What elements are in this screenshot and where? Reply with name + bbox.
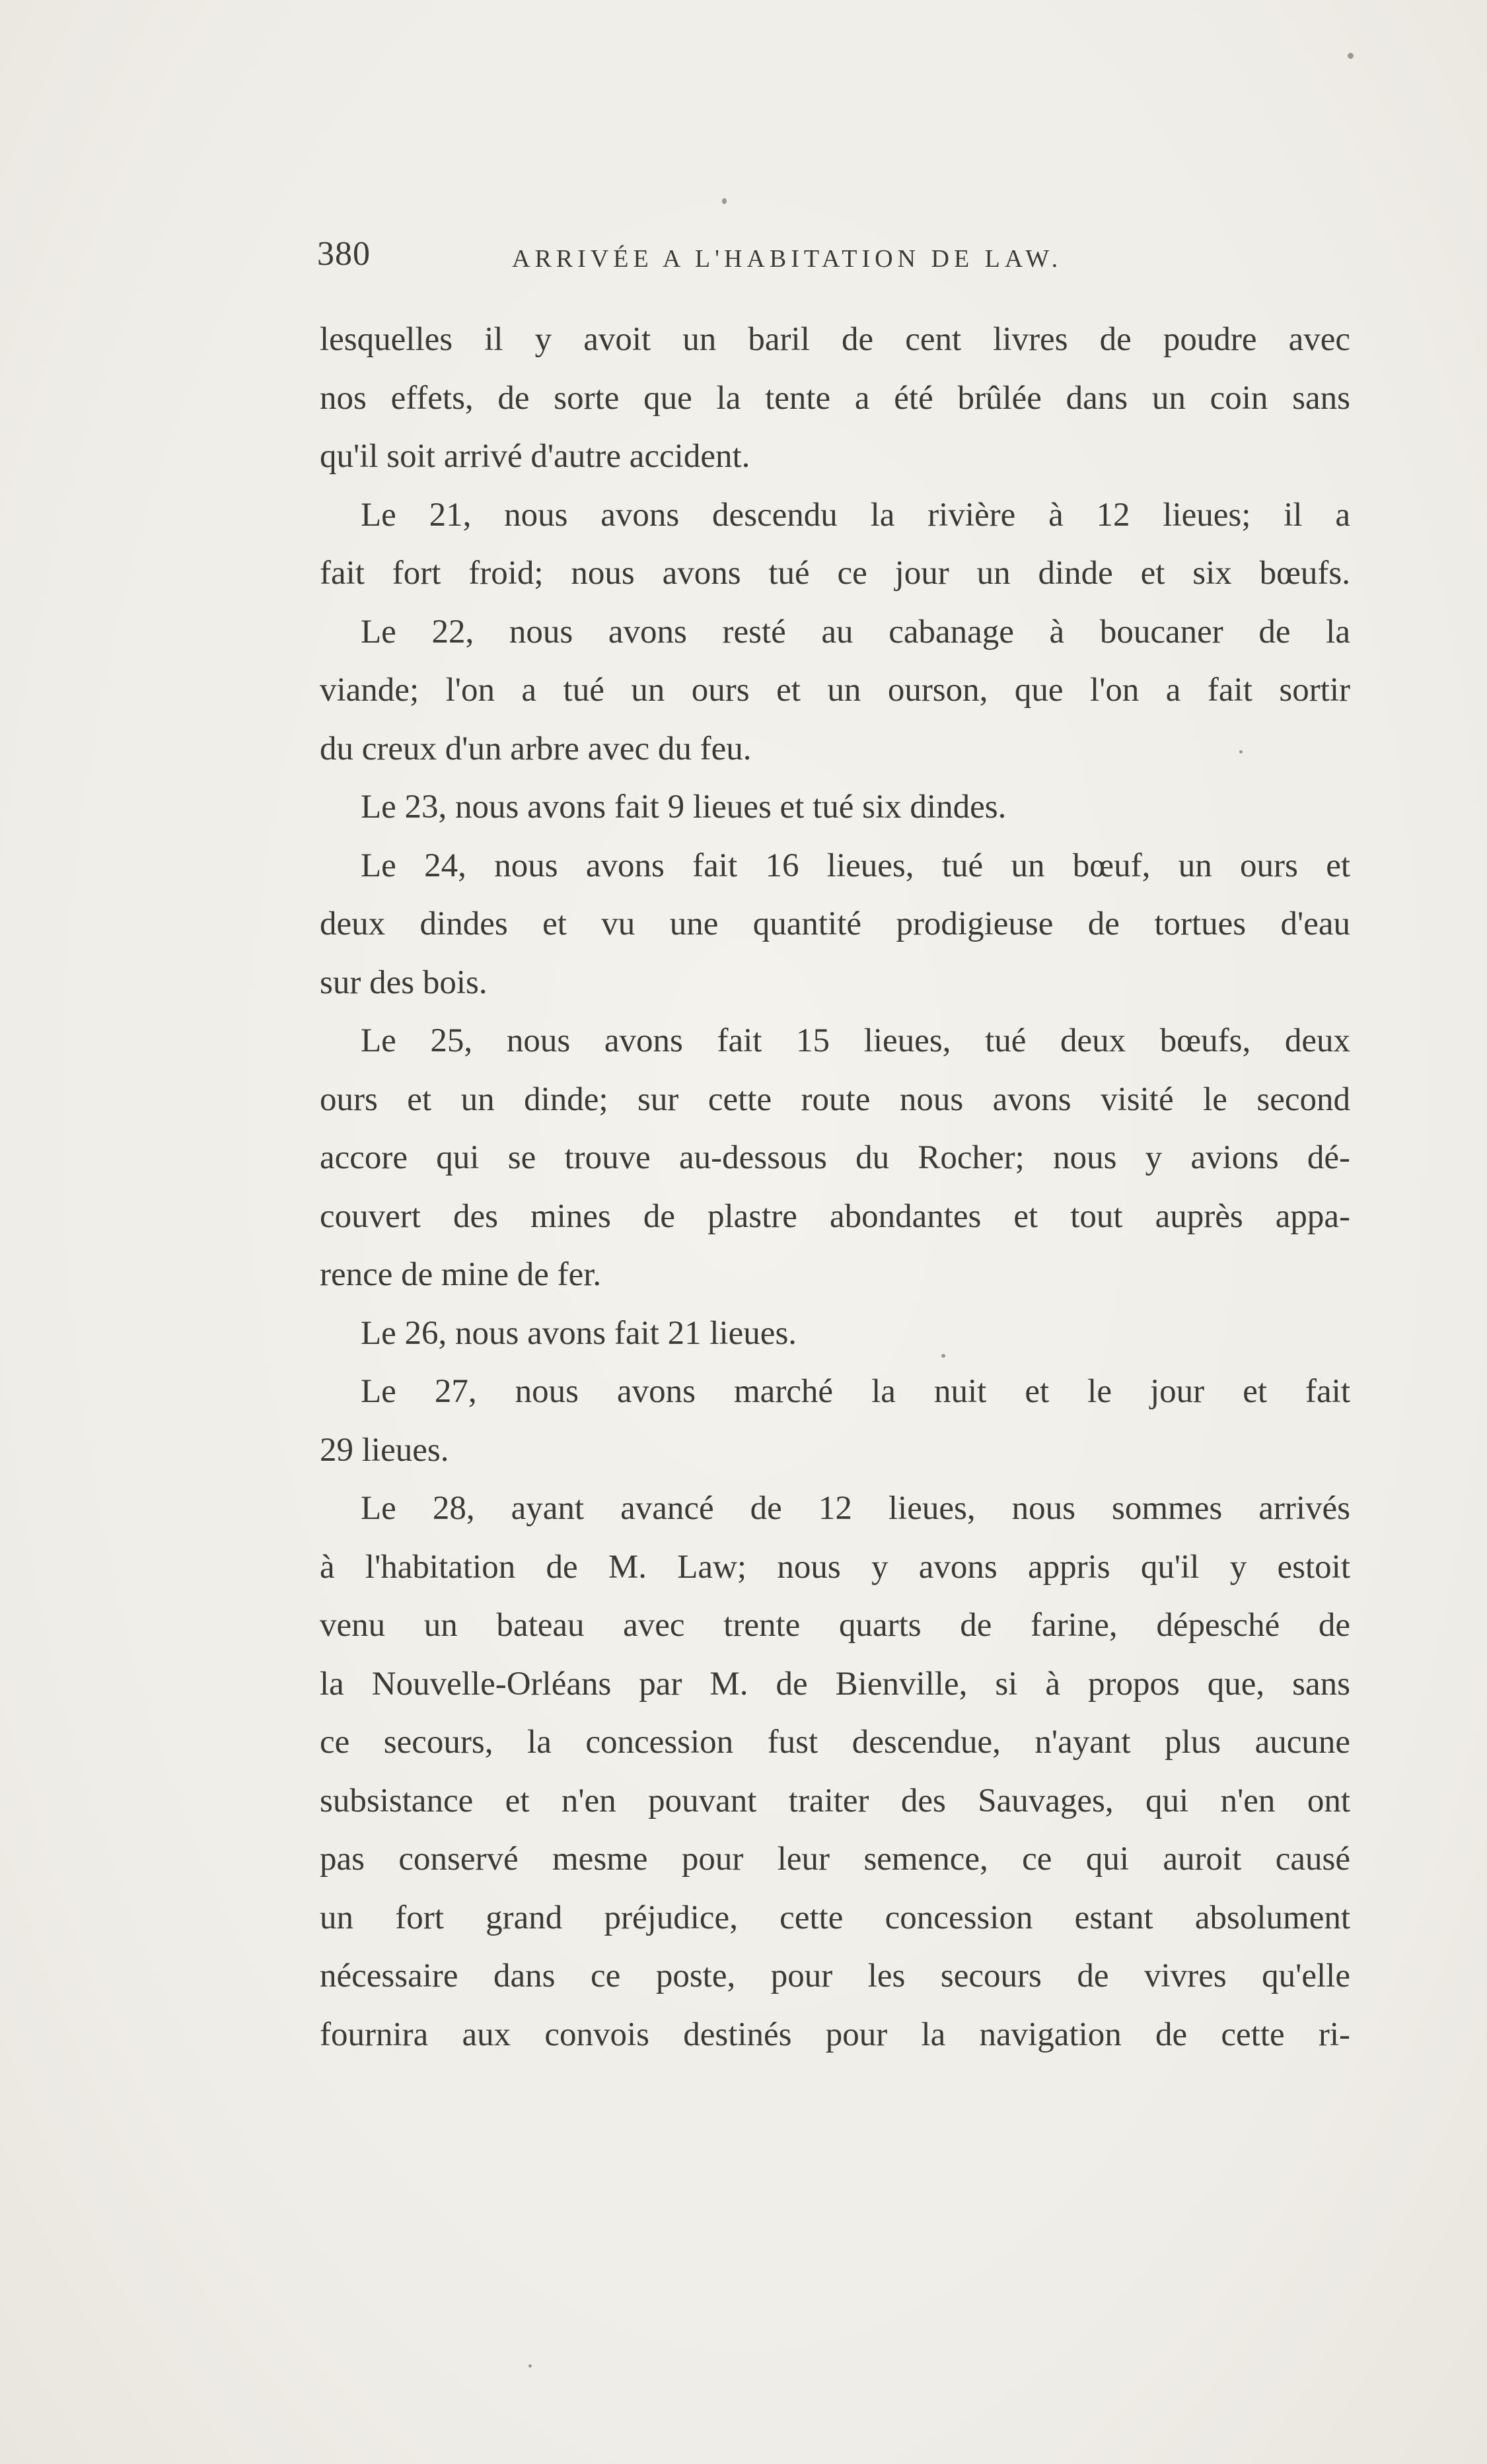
- text-line: Le 24, nous avons fait 16 lieues, tué un bœuf, un ours et: [361, 847, 1350, 884]
- text-line: Le 27, nous avons marché la nuit et le jour et fait: [361, 1373, 1350, 1410]
- text-line: viande; l'on a tué un ours et un ourson, que l'on a fait sortir: [320, 672, 1350, 709]
- text-line: venu un bateau avec trente quarts de farine, dépesché de: [320, 1607, 1350, 1644]
- text-line: Le 21, nous avons descendu la rivière à 12 lieues; il a: [361, 496, 1350, 534]
- page-number: 380: [317, 235, 371, 273]
- page-header: [317, 234, 1354, 287]
- text-line: du creux d'un arbre avec du feu.: [320, 730, 752, 767]
- paper-speck: [722, 198, 727, 204]
- text-line: fait fort froid; nous avons tué ce jour un dinde et six bœufs.: [320, 555, 1350, 592]
- paper-speck: [528, 2364, 532, 2368]
- text-line: lesquelles il y avoit un baril de cent livres de poudre avec: [320, 321, 1350, 358]
- paper-speck: [1239, 750, 1243, 754]
- paper-speck: [941, 1354, 945, 1358]
- text-line: Le 25, nous avons fait 15 lieues, tué deux bœufs, deux: [361, 1022, 1350, 1059]
- text-line: Le 22, nous avons resté au cabanage à boucaner de la: [361, 613, 1350, 651]
- text-line: fournira aux convois destinés pour la navigation de cette ri-: [320, 2016, 1350, 2053]
- text-line: 29 lieues.: [320, 1431, 449, 1469]
- text-line: qu'il soit arrivé d'autre accident.: [320, 438, 750, 475]
- text-line: ours et un dinde; sur cette route nous avons visité le second: [320, 1080, 1350, 1118]
- text-line: subsistance et n'en pouvant traiter des Sauvages, qui n'en ont: [320, 1782, 1350, 1819]
- running-title: ARRIVÉE A L'HABITATION DE LAW.: [512, 245, 1063, 273]
- text-line: ce secours, la concession fust descendue, n'ayant plus aucune: [320, 1724, 1350, 1761]
- text-line: Le 23, nous avons fait 9 lieues et tué six dindes.: [361, 789, 1007, 826]
- text-line: rence de mine de fer.: [320, 1256, 602, 1293]
- text-line: pas conservé mesme pour leur semence, ce qui auroit causé: [320, 1841, 1350, 1878]
- body-text: [320, 310, 1350, 2064]
- text-line: couvert des mines de plastre abondantes et tout auprès appa-: [320, 1197, 1350, 1235]
- paper-speck: [1348, 53, 1354, 59]
- text-line: accore qui se trouve au-dessous du Rocher; nous y avions dé-: [320, 1139, 1350, 1176]
- text-line: deux dindes et vu une quantité prodigieuse de tortues d'eau: [320, 905, 1350, 942]
- text-line: sur des bois.: [320, 964, 488, 1001]
- text-line: nécessaire dans ce poste, pour les secours de vivres qu'elle: [320, 1957, 1350, 1994]
- text-line: Le 28, ayant avancé de 12 lieues, nous sommes arrivés: [361, 1490, 1350, 1527]
- text-line: la Nouvelle-Orléans par M. de Bienville, si à propos que, sans: [320, 1665, 1350, 1703]
- text-line: nos effets, de sorte que la tente a été brûlée dans un coin sans: [320, 379, 1350, 417]
- text-line: à l'habitation de M. Law; nous y avons appris qu'il y estoit: [320, 1548, 1350, 1586]
- text-line: un fort grand préjudice, cette concession estant absolument: [320, 1899, 1350, 1936]
- text-line: Le 26, nous avons fait 21 lieues.: [361, 1314, 797, 1352]
